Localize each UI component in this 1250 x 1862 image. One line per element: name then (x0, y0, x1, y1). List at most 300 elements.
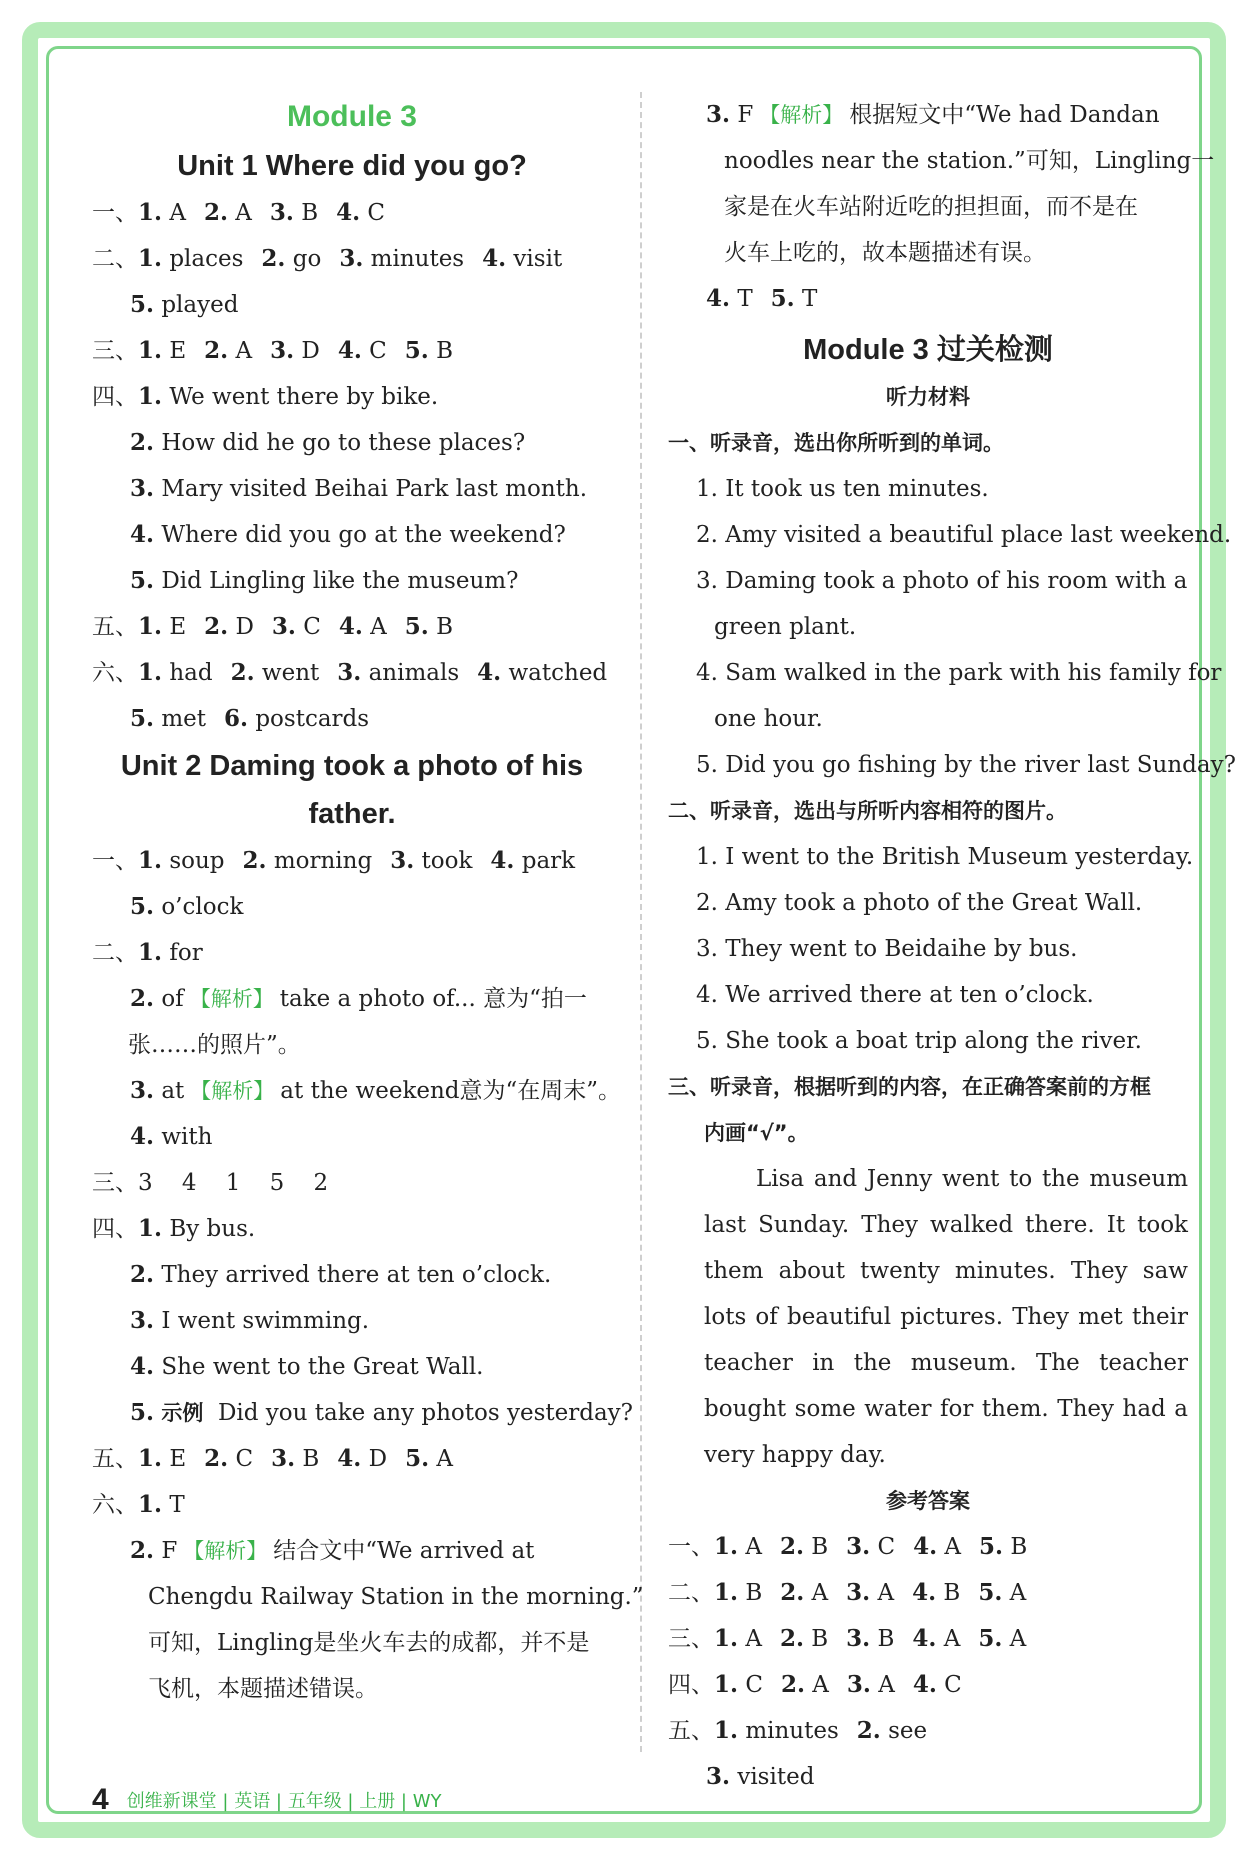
answer-item (857, 1718, 927, 1744)
item-number: 3. (339, 245, 364, 272)
list-item (92, 1206, 612, 1252)
item-answer: A (1002, 1626, 1027, 1652)
answer-item (138, 1216, 255, 1242)
item-number: 1. (138, 199, 163, 226)
listening-passage: Lisa and Jenny went to the museum last Sunday. They walked there. It took them about twenty minutes. They saw lots of beautiful pictures. They met their teacher in the museum. The teacher bought some water for them. They had a very happy day. (704, 1166, 1188, 1468)
answer-item (243, 848, 373, 874)
list-item (92, 420, 612, 466)
answer-item (130, 1354, 483, 1380)
u1-section-5 (92, 604, 612, 650)
u2-section-5 (92, 1436, 612, 1482)
item-number: 3. (337, 659, 362, 686)
item-number: 3. (706, 101, 731, 128)
answer-item (138, 614, 186, 640)
answer-item (706, 1764, 814, 1790)
listening-sentence: 2. Amy visited a beautiful place last weekend. (696, 522, 1232, 548)
u2-s6-cont-3: 飞机，本题描述错误。 (148, 1676, 378, 1702)
answer-item (138, 848, 225, 874)
item-answer: By bus. (162, 1216, 256, 1242)
item-answer: A (804, 1580, 829, 1606)
module-check-title: Module 3 过关检测 (803, 334, 1053, 366)
section-label: 六、 (92, 660, 138, 686)
section-label: 三、 (92, 1170, 138, 1196)
u2-section-2-item-2 (92, 976, 612, 1022)
item-answer: played (154, 292, 239, 318)
answer-item (714, 1626, 762, 1652)
item-number: 3. (269, 199, 294, 226)
answer-item (337, 660, 459, 686)
answers-section-1 (668, 1524, 1188, 1570)
item-answer: B (738, 1580, 763, 1606)
right-column (668, 92, 1236, 1800)
item-number: 1. (138, 613, 163, 640)
item-number: 2. (204, 1445, 229, 1472)
section-label: 五、 (92, 1446, 138, 1472)
listening-section-2-head: 二、听录音，选出与所听内容相符的图片。 (668, 799, 1067, 823)
answer-item (337, 1446, 387, 1472)
answer-item (138, 660, 213, 686)
analysis-text: 结合文中“We arrived at (273, 1538, 535, 1564)
item-answer: visit (506, 246, 563, 272)
item-number: 3. (130, 1307, 155, 1334)
answer-item (204, 614, 254, 640)
answer-item (336, 200, 385, 226)
item-number: 4. (912, 1579, 937, 1606)
item-number: 2. (130, 985, 155, 1012)
u2-section-4 (92, 1206, 612, 1390)
answer-item (270, 338, 320, 364)
answer-item (846, 1534, 895, 1560)
u2-section-1 (92, 838, 612, 884)
item-number: 1. (138, 337, 163, 364)
u2-s6-cont-1: Chengdu Railway Station in the morning.” (148, 1584, 644, 1610)
item-number: 5. (770, 285, 795, 312)
item-number: 4. (337, 1445, 362, 1472)
item-answer: Mary visited Beihai Park last month. (154, 476, 588, 502)
answer-item (339, 246, 464, 272)
item-number: 5. (404, 337, 429, 364)
item-number: 2. (261, 245, 286, 272)
item-number: 4. (130, 521, 155, 548)
page-number: 4 (92, 1783, 109, 1816)
right-item-3-cont-2: 家是在火车站附近吃的担担面，而不是在 (724, 194, 1138, 220)
listening-section-3-head-1: 三、听录音，根据听到的内容，在正确答案前的方框 (668, 1075, 1151, 1099)
answer-item (405, 338, 453, 364)
item-answer: watched (501, 660, 608, 686)
item-number: 2. (203, 199, 228, 226)
item-answer: went (254, 660, 320, 686)
item-number: 3. (390, 847, 415, 874)
answer-item (138, 246, 243, 272)
analysis-text: 根据短文中“We had Dandan (849, 102, 1160, 128)
item-number: 1. (138, 245, 163, 272)
analysis-text: take a photo of... 意为“拍一 (279, 986, 587, 1012)
item-answer: Did you take any photos yesterday? (217, 1400, 633, 1426)
answer-item (771, 286, 818, 312)
item-number: 1. (138, 1491, 163, 1518)
answer-item (138, 200, 186, 226)
answer-item (781, 1672, 829, 1698)
item-answer: C (870, 1534, 896, 1560)
answer-item (271, 1446, 319, 1472)
item-answer: see (880, 1718, 928, 1744)
item-answer: B (1003, 1534, 1028, 1560)
answer-item (390, 848, 472, 874)
item-answer: A (936, 1626, 961, 1652)
listening-sentence: 2. Amy took a photo of the Great Wall. (696, 890, 1143, 916)
item-answer: with (161, 1124, 213, 1150)
item-answer: B (803, 1626, 829, 1652)
item-number: 4. (130, 1353, 155, 1380)
item-number: 4. (913, 1533, 938, 1560)
section-label: 二、 (92, 940, 138, 966)
listening-section-1-items (668, 466, 1236, 788)
item-answer: A (937, 1534, 962, 1560)
answer-item (130, 292, 238, 318)
item-number: 4. (336, 199, 361, 226)
listening-section-3-head-2: 内画“√”。 (704, 1121, 809, 1145)
answer-item (224, 706, 369, 732)
item-number: 6. (224, 705, 249, 732)
item-number: 4. (912, 1625, 937, 1652)
item-answer: B (293, 200, 319, 226)
answer-item (270, 200, 318, 226)
answer-item (714, 1672, 763, 1698)
list-item (92, 466, 612, 512)
listening-sentence: 4. We arrived there at ten o’clock. (696, 982, 1094, 1008)
item-number: 3. (270, 337, 295, 364)
section-label: 四、 (668, 1672, 714, 1698)
listening-sentence: 5. She took a boat trip along the river. (696, 1028, 1142, 1054)
item-answer: B (870, 1626, 895, 1652)
item-answer: postcards (248, 706, 370, 732)
item-number: 4. (130, 1123, 155, 1150)
answer-item (846, 1580, 894, 1606)
answers-section-5-extra (668, 1754, 1188, 1800)
listening-sentence: one hour. (714, 706, 823, 732)
section-label: 五、 (668, 1718, 714, 1744)
answer-item (477, 660, 607, 686)
section-label: 二、 (668, 1580, 714, 1606)
analysis-tag: 【解析】 (189, 987, 274, 1011)
item-answer: How did he go to these places? (154, 430, 526, 456)
unit1-title: Unit 1 Where did you go? (177, 150, 527, 182)
unit2-title-line1: Unit 2 Daming took a photo of his (120, 750, 584, 782)
answer-item (714, 1534, 762, 1560)
item-number: 3. (130, 1077, 155, 1104)
left-column (92, 92, 644, 1712)
item-answer: D (228, 614, 254, 640)
item-answer: A (738, 1626, 762, 1652)
answer-item (138, 338, 186, 364)
item-number: 5. (130, 1399, 155, 1426)
footer-book-info: 创维新课堂 | 英语 | 五年级 | 上册 | WY (126, 1791, 442, 1812)
item-answer: C (936, 1672, 962, 1698)
item-answer: B (803, 1534, 829, 1560)
item-answer: E (162, 1446, 187, 1472)
item-answer: C (738, 1672, 763, 1698)
answer-item (978, 1580, 1026, 1606)
item-answer: Did Lingling like the museum? (154, 568, 519, 594)
listening-section-2-items (668, 834, 1194, 1064)
item-answer: Where did you go at the weekend? (154, 522, 566, 548)
answer-item (847, 1672, 895, 1698)
item-answer: A (870, 1672, 895, 1698)
item-number: 1. (138, 383, 163, 410)
listening-sentence: green plant. (714, 614, 857, 640)
item-number: 2. (856, 1717, 881, 1744)
item-answer: had (162, 660, 213, 686)
item-number: 1. (714, 1717, 739, 1744)
right-items-4-5 (668, 276, 1188, 322)
listening-sentence: 3. They went to Beidaihe by bus. (696, 936, 1078, 962)
u2-section-3 (92, 1160, 612, 1206)
item-number: 2. (204, 613, 229, 640)
item-number: 4. (482, 245, 507, 272)
item-number: 2. (779, 1533, 804, 1560)
u2-section-2-item-2-cont (92, 1022, 612, 1068)
item-answer: D (361, 1446, 388, 1472)
unit2-title (92, 742, 612, 838)
item-answer: A (228, 338, 253, 364)
answer-item (913, 1672, 962, 1698)
item-answer: soup (162, 848, 225, 874)
item-number: 3. (706, 1763, 731, 1790)
u1-section-3 (92, 328, 612, 374)
analysis-tag: 【解析】 (183, 1539, 268, 1563)
answers-section-5 (668, 1708, 1188, 1754)
item-number: 1. (138, 847, 163, 874)
list-item (92, 1298, 612, 1344)
list-item (92, 558, 612, 604)
right-item-3-cont-3: 火车上吃的，故本题描述有误。 (724, 240, 1046, 266)
item-number: 5. (130, 893, 155, 920)
item-answer: I went swimming. (154, 1308, 370, 1334)
item-answer: at (161, 1078, 185, 1104)
item-number: 4. (490, 847, 515, 874)
answer-item (846, 1626, 894, 1652)
item-answer: animals (361, 660, 460, 686)
listening-sentence: 4. Sam walked in the park with his family for (696, 660, 1222, 686)
example-tag: 示例 (161, 1401, 204, 1425)
item-answer: A (870, 1580, 895, 1606)
answer-item (780, 1626, 828, 1652)
answer-item (138, 384, 438, 410)
item-number: 2. (242, 847, 267, 874)
answer-item (272, 614, 321, 640)
section-label: 四、 (92, 1216, 138, 1242)
section-label: 二、 (92, 246, 138, 272)
item-number: 3. (846, 1671, 871, 1698)
unit2-title-line2: father. (308, 798, 396, 830)
item-number: 3. (130, 475, 155, 502)
item-answer: A (738, 1534, 762, 1560)
answer-item (204, 200, 252, 226)
u2-section-4-item-5 (92, 1390, 633, 1436)
item-answer: F (161, 1538, 178, 1564)
section-label: 五、 (92, 614, 138, 640)
item-answer: E (162, 338, 187, 364)
section-label: 四、 (92, 384, 138, 410)
answer-item (978, 1626, 1026, 1652)
item-number: 5. (130, 705, 155, 732)
item-answer: E (162, 614, 187, 640)
u2-section-6-item-2 (92, 1528, 612, 1574)
right-item-3 (668, 92, 1188, 138)
item-number: 1. (138, 659, 163, 686)
u2-s6-cont-2: 可知，Lingling是坐火车去的成都，并不是 (148, 1630, 590, 1656)
item-number: 3. (846, 1533, 871, 1560)
u1-section-2-extra (92, 282, 612, 328)
item-number: 4. (912, 1671, 937, 1698)
item-answer: T (794, 286, 818, 312)
u2-section-6-item-1 (92, 1482, 612, 1528)
listening-sentence: 1. It took us ten minutes. (696, 476, 989, 502)
u1-section-6 (92, 650, 612, 696)
item-answer: met (154, 706, 206, 732)
item-answer: B (428, 614, 454, 640)
item-answer: B (295, 1446, 320, 1472)
answer-item (405, 1446, 453, 1472)
item-answer: A (227, 200, 252, 226)
item-number: 4. (706, 285, 731, 312)
analysis-tag: 【解析】 (190, 1079, 275, 1103)
section-label: 一、 (92, 848, 138, 874)
item-answer: took (414, 848, 473, 874)
item-number: 5. (979, 1533, 1004, 1560)
u2-section-2-item-3 (92, 1068, 622, 1114)
u1-section-1 (92, 190, 612, 236)
item-answer: C (360, 200, 386, 226)
item-number: 4. (338, 613, 363, 640)
answer-item (482, 246, 562, 272)
item-answer: They arrived there at ten o’clock. (154, 1262, 552, 1288)
item-answer: She went to the Great Wall. (154, 1354, 484, 1380)
item-number: 3. (846, 1579, 871, 1606)
order-answer: 3 4 1 5 2 (138, 1170, 329, 1196)
answer-item (912, 1580, 960, 1606)
u1-section-6-extra (92, 696, 612, 742)
answers-section-4 (668, 1662, 1188, 1708)
answer-item (130, 894, 243, 920)
item-answer: We went there by bike. (162, 384, 439, 410)
item-number: 3. (271, 613, 296, 640)
item-number: 1. (138, 939, 163, 966)
answer-item (913, 1534, 961, 1560)
listening-sentence: 3. Daming took a photo of his room with a (696, 568, 1188, 594)
answer-item (339, 614, 387, 640)
answer-item (231, 660, 320, 686)
listening-title: 听力材料 (886, 385, 970, 409)
answer-item (706, 286, 753, 312)
answer-item (338, 338, 387, 364)
item-number: 1. (714, 1625, 739, 1652)
answer-item (780, 1534, 828, 1560)
item-number: 2. (780, 1671, 805, 1698)
section-label: 一、 (668, 1534, 714, 1560)
item-number: 2. (130, 1537, 155, 1564)
item-answer: go (285, 246, 322, 272)
answers-section-3 (668, 1616, 1188, 1662)
answers-title: 参考答案 (886, 1489, 970, 1513)
item-number: 5. (404, 613, 429, 640)
item-answer: of (161, 986, 184, 1012)
item-answer: C (295, 614, 321, 640)
answer-item (780, 1580, 828, 1606)
answer-item (204, 1446, 253, 1472)
analysis-tag: 【解析】 (759, 103, 844, 127)
item-number: 2. (130, 429, 155, 456)
item-number: 2. (130, 1261, 155, 1288)
item-number: 4. (477, 659, 502, 686)
section-label: 六、 (92, 1492, 138, 1518)
section-label: 三、 (668, 1626, 714, 1652)
item-answer: minutes (738, 1718, 839, 1744)
item-answer: A (429, 1446, 454, 1472)
item-answer: visited (730, 1764, 815, 1790)
listening-sentence: 1. I went to the British Museum yesterday. (696, 844, 1194, 870)
listening-sentence: 5. Did you go fishing by the river last Sunday? (696, 752, 1236, 778)
module-title: Module 3 (286, 100, 417, 133)
answer-item (714, 1580, 762, 1606)
u2-section-1-extra (92, 884, 612, 930)
item-answer: T (169, 1492, 185, 1518)
item-number: 2. (779, 1625, 804, 1652)
u2-section-2-item-4 (92, 1114, 612, 1160)
answer-item (261, 246, 321, 272)
u1-section-2 (92, 236, 612, 282)
item-answer: minutes (363, 246, 465, 272)
item-answer: C (228, 1446, 254, 1472)
answer-item (130, 522, 566, 548)
item-number: 5. (978, 1625, 1003, 1652)
item-answer: A (362, 614, 387, 640)
list-item (92, 1344, 612, 1390)
analysis-text: at the weekend意为“在周末”。 (280, 1078, 622, 1104)
item-answer: for (169, 940, 203, 966)
answer-item (714, 1718, 839, 1744)
section-label: 三、 (92, 338, 138, 364)
answers-section-2 (668, 1570, 1188, 1616)
item-answer: B (428, 338, 454, 364)
analysis-text: 张……的照片”。 (128, 1032, 301, 1058)
item-number: 2. (780, 1579, 805, 1606)
column-divider (640, 92, 642, 1752)
item-number: 2. (230, 659, 255, 686)
u2-section-2-item-1 (92, 930, 612, 976)
answer-item (130, 568, 518, 594)
section-label: 一、 (92, 200, 138, 226)
item-answer: park (514, 848, 576, 874)
listening-section-1-head: 一、听录音，选出你所听到的单词。 (668, 431, 1004, 455)
item-number: 5. (130, 291, 155, 318)
item-answer: D (294, 338, 320, 364)
answer-item (130, 1262, 551, 1288)
answer-item (130, 476, 587, 502)
item-answer: F (737, 102, 754, 128)
item-answer: morning (266, 848, 373, 874)
answer-item (405, 614, 453, 640)
item-number: 2. (204, 337, 229, 364)
item-number: 1. (714, 1671, 739, 1698)
item-number: 1. (714, 1579, 739, 1606)
answer-item (204, 338, 252, 364)
list-item (92, 374, 612, 420)
item-answer: A (1002, 1580, 1027, 1606)
item-number: 1. (138, 1445, 163, 1472)
item-answer: T (730, 286, 753, 312)
item-answer: o’clock (154, 894, 244, 920)
